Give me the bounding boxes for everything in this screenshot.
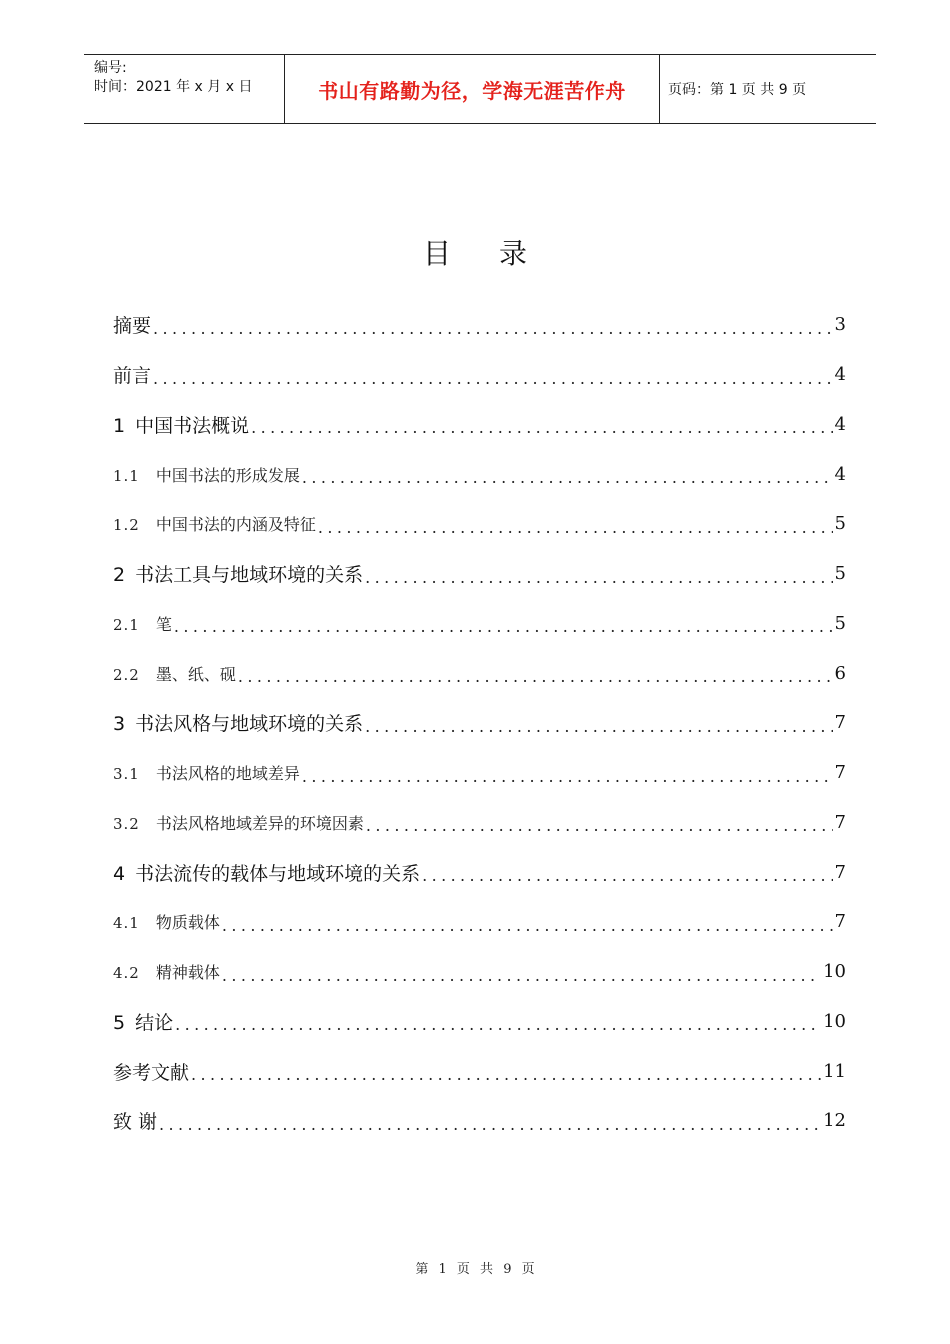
toc-dot-leader: [159, 1115, 821, 1146]
toc-entry-label: [113, 1008, 173, 1035]
toc-entry-text: 物质载体: [155, 913, 220, 933]
page-footer: 第 1 页 共 9 页: [415, 1262, 535, 1277]
toc-dot-leader: [365, 568, 832, 599]
toc-entry-number: 4.1: [113, 914, 140, 933]
toc-entry[interactable]: [113, 798, 846, 848]
toc-entry-number: 2: [113, 564, 126, 587]
toc-entry-label: [113, 960, 220, 983]
header-meta: [84, 55, 284, 123]
toc-entry-page: 10: [823, 1010, 846, 1032]
toc-entry-page: 5: [834, 563, 846, 585]
toc-entry-text: 墨、纸、砚: [155, 664, 236, 684]
toc-entry-label: [113, 910, 220, 933]
toc-entry-label: [113, 859, 420, 886]
toc-entry-number: 3.1: [113, 765, 140, 784]
toc-entry-page: 4: [834, 413, 846, 435]
toc-entry-label: [113, 662, 236, 685]
toc-title: 目录: [422, 237, 575, 270]
toc-entry-number: 1.1: [113, 466, 140, 485]
toc-dot-leader: [175, 1015, 821, 1046]
toc-entry-text: 中国书法的形成发展: [155, 465, 300, 485]
toc-dot-leader: [302, 767, 833, 798]
toc-entry-number: 3.2: [113, 814, 140, 833]
toc-entry-page: 5: [834, 612, 846, 634]
toc-entry-page: 7: [834, 861, 846, 883]
toc-entry[interactable]: [113, 499, 846, 549]
table-of-contents: [113, 300, 846, 1146]
toc-dot-leader: [238, 667, 833, 698]
toc-entry-number: 1.2: [113, 516, 140, 535]
toc-entry-page: 11: [823, 1060, 846, 1082]
toc-dot-leader: [174, 617, 833, 648]
toc-entry-label: [113, 811, 364, 834]
toc-entry-page: 4: [834, 364, 846, 386]
toc-entry-label: [113, 361, 151, 388]
toc-entry-text: 致 谢: [113, 1111, 158, 1134]
toc-entry-number: 3: [113, 713, 126, 736]
toc-entry-text: 结论: [135, 1011, 174, 1034]
toc-dot-leader: [191, 1065, 821, 1096]
toc-entry[interactable]: [113, 748, 846, 798]
toc-entry-page: 6: [834, 662, 846, 684]
toc-dot-leader: [222, 966, 821, 997]
toc-entry-number: 4: [113, 862, 126, 885]
toc-entry-page: 12: [823, 1110, 846, 1132]
doc-time-label: 时间：2021 年 x 月 x 日: [94, 79, 253, 95]
toc-entry[interactable]: [113, 449, 846, 499]
toc-entry-number: 2.2: [113, 665, 140, 684]
doc-code-label: 编号:: [94, 60, 127, 76]
toc-dot-leader: [222, 916, 833, 947]
toc-entry-label: [113, 1058, 189, 1085]
toc-entry[interactable]: [113, 648, 846, 698]
toc-entry-label: [113, 709, 363, 736]
toc-entry[interactable]: [113, 1096, 846, 1146]
toc-entry-label: [113, 411, 249, 438]
toc-entry-number: 4.2: [113, 964, 140, 983]
toc-entry[interactable]: [113, 350, 846, 400]
header-motto-cell: [284, 55, 660, 123]
toc-entry-text: 精神载体: [155, 963, 220, 983]
toc-entry-text: 书法风格地域差异的环境因素: [155, 813, 364, 833]
toc-entry-label: [113, 311, 151, 338]
toc-dot-leader: [251, 418, 832, 449]
toc-entry-label: [113, 560, 363, 587]
toc-entry-text: 书法风格的地域差异: [155, 764, 300, 784]
toc-entry-label: [113, 761, 300, 784]
toc-entry-page: 3: [834, 314, 846, 336]
toc-entry-page: 5: [834, 513, 846, 535]
toc-entry-number: 1: [113, 414, 126, 437]
toc-dot-leader: [366, 816, 833, 847]
toc-dot-leader: [153, 319, 833, 350]
toc-entry[interactable]: [113, 997, 846, 1047]
toc-entry-text: 中国书法的内涵及特征: [155, 515, 316, 535]
toc-entry-text: 参考文献: [113, 1061, 190, 1084]
toc-entry[interactable]: [113, 947, 846, 997]
toc-entry-page: 7: [834, 911, 846, 933]
toc-entry-label: [113, 463, 300, 486]
page-header: [84, 54, 876, 124]
toc-entry[interactable]: [113, 549, 846, 599]
toc-entry-number: 5: [113, 1011, 126, 1034]
toc-entry[interactable]: [113, 400, 846, 450]
toc-dot-leader: [153, 369, 833, 400]
toc-dot-leader: [422, 866, 832, 897]
toc-entry-text: 中国书法概说: [135, 414, 250, 437]
header-page-info: 页码：第 1 页 共 9 页: [668, 82, 807, 98]
header-page-info-cell: [658, 55, 876, 123]
toc-entry-text: 摘要: [113, 315, 152, 338]
toc-entry-text: 笔: [155, 614, 172, 634]
toc-entry-text: 书法工具与地域环境的关系: [135, 564, 364, 587]
toc-entry-text: 前言: [113, 365, 152, 388]
toc-entry[interactable]: [113, 897, 846, 947]
toc-entry[interactable]: [113, 1046, 846, 1096]
toc-dot-leader: [302, 468, 833, 499]
toc-entry-label: [113, 512, 316, 535]
toc-entry-text: 书法风格与地域环境的关系: [135, 713, 364, 736]
toc-entry[interactable]: [113, 300, 846, 350]
toc-entry-number: 2.1: [113, 615, 140, 634]
toc-entry-label: [113, 1107, 157, 1134]
toc-entry-text: 书法流传的载体与地域环境的关系: [135, 862, 421, 885]
toc-entry[interactable]: [113, 847, 846, 897]
toc-entry-label: [113, 612, 172, 635]
toc-entry-page: 7: [834, 762, 846, 784]
toc-entry-page: 4: [834, 463, 846, 485]
toc-dot-leader: [318, 518, 833, 549]
toc-entry-page: 10: [823, 961, 846, 983]
header-motto: 书山有路勤为径，学海无涯苦作舟: [318, 78, 626, 103]
toc-entry-page: 7: [834, 712, 846, 734]
toc-entry[interactable]: [113, 599, 846, 649]
toc-entry[interactable]: [113, 698, 846, 748]
toc-entry-page: 7: [834, 811, 846, 833]
toc-dot-leader: [365, 717, 832, 748]
